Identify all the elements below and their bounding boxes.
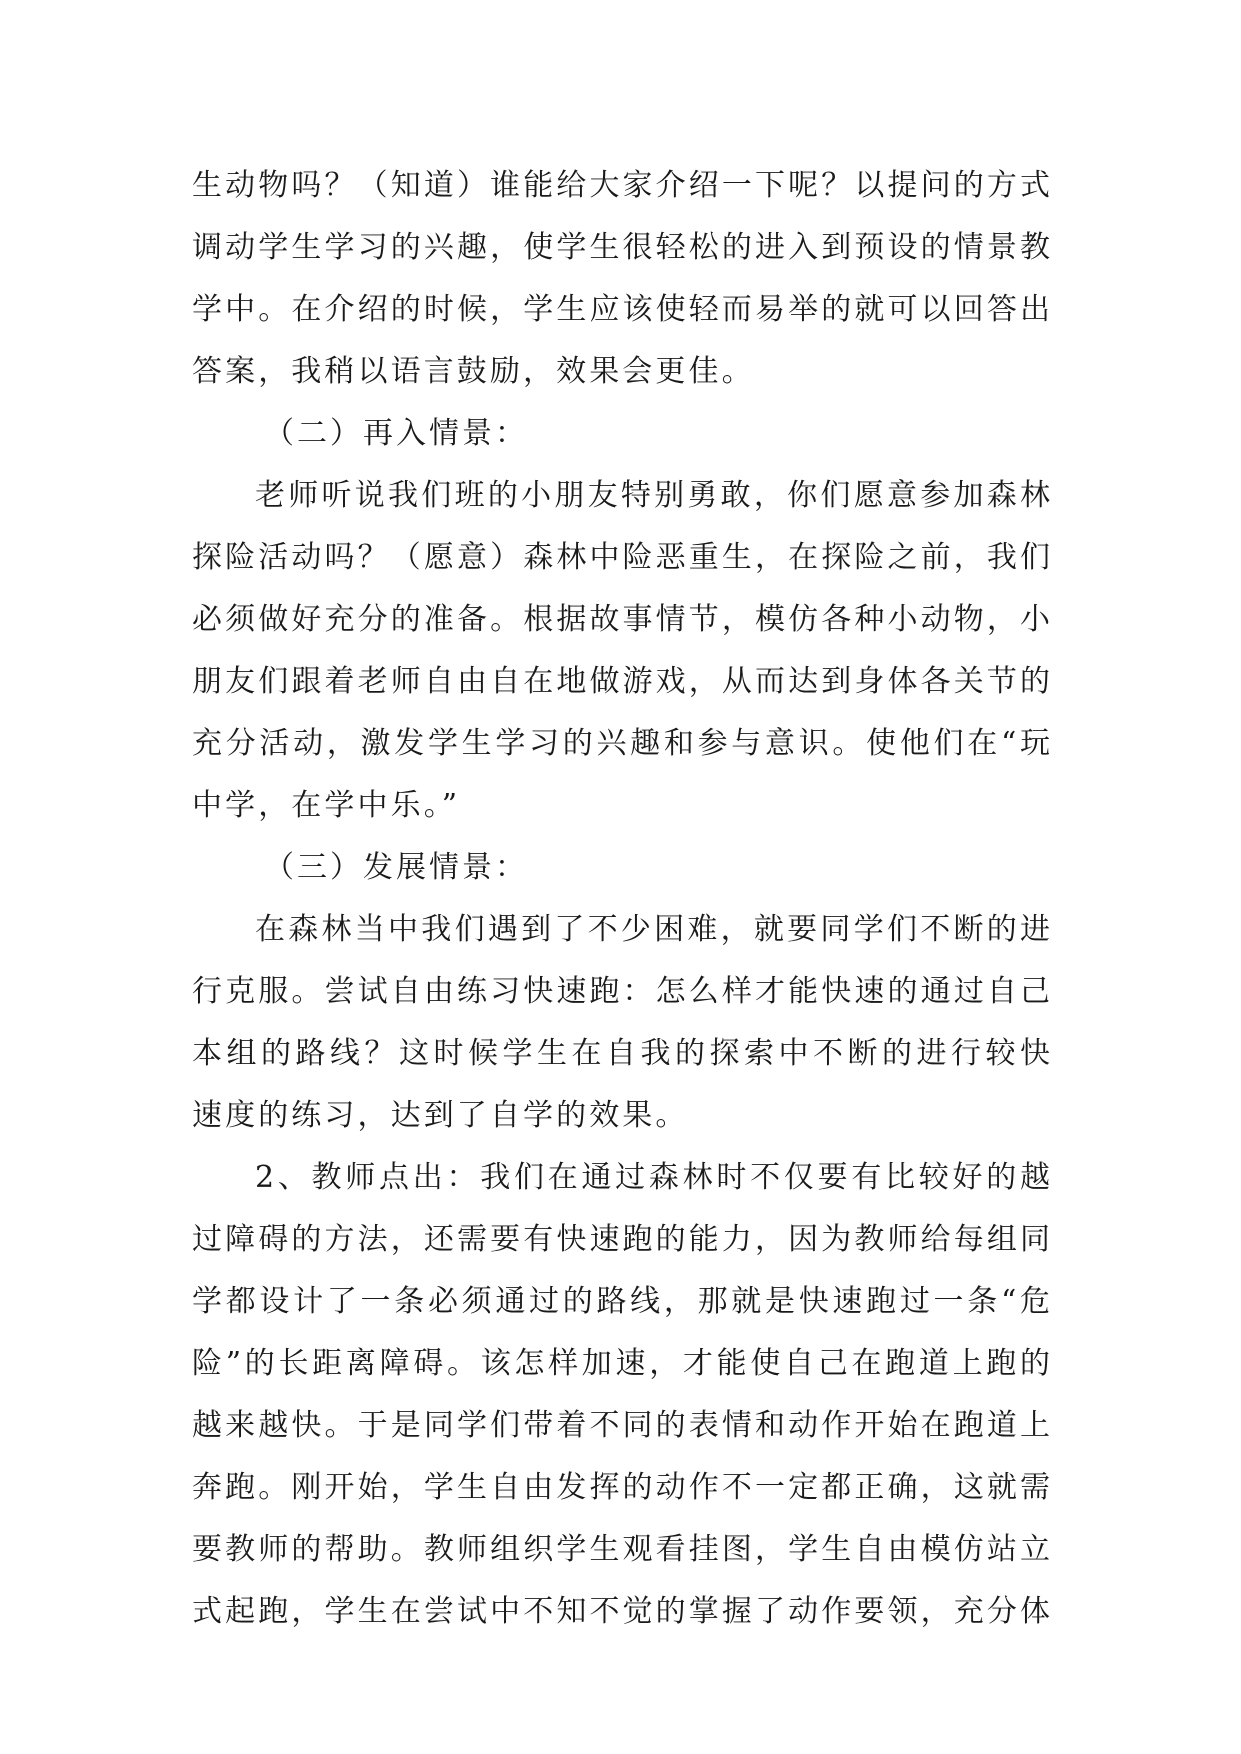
text-line: 中学，在学中乐。” [192, 788, 461, 823]
text-line: 奔跑。刚开始，学生自由发挥的动作不一定都正确，这就需 [192, 1470, 1050, 1505]
section-heading: （二）再入情景： [264, 416, 528, 451]
text-line: 老师听说我们班的小朋友特别勇敢，你们愿意参加森林 [255, 478, 1050, 513]
text-line: 要教师的帮助。教师组织学生观看挂图，学生自由模仿站立 [192, 1532, 1050, 1567]
text-line: 本组的路线？这时候学生在自我的探索中不断的进行较快 [192, 1036, 1050, 1071]
text-line: 朋友们跟着老师自由自在地做游戏，从而达到身体各关节的 [192, 664, 1050, 699]
text-line: 学中。在介绍的时候，学生应该使轻而易举的就可以回答出 [192, 292, 1050, 327]
text-line: 充分活动，激发学生学习的兴趣和参与意识。使他们在“玩 [192, 726, 1050, 761]
text-line: 生动物吗？（知道）谁能给大家介绍一下呢？以提问的方式 [192, 168, 1050, 203]
text-line: 式起跑，学生在尝试中不知不觉的掌握了动作要领，充分体 [192, 1594, 1050, 1629]
text-line: 探险活动吗？（愿意）森林中险恶重生，在探险之前，我们 [192, 540, 1050, 575]
text-line: 速度的练习，达到了自学的效果。 [192, 1098, 689, 1133]
text-line: 学都设计了一条必须通过的路线，那就是快速跑过一条“危 [192, 1284, 1050, 1319]
text-line: 答案，我稍以语言鼓励，效果会更佳。 [192, 354, 755, 389]
text-line: 2、教师点出：我们在通过森林时不仅要有比较好的越 [255, 1160, 1050, 1195]
text-line: 在森林当中我们遇到了不少困难，就要同学们不断的进 [255, 912, 1050, 947]
text-line: 越来越快。于是同学们带着不同的表情和动作开始在跑道上 [192, 1408, 1050, 1443]
text-line: 险”的长距离障碍。该怎样加速，才能使自己在跑道上跑的 [192, 1346, 1050, 1381]
text-line: 必须做好充分的准备。根据故事情节，模仿各种小动物，小 [192, 602, 1050, 637]
text-line: 行克服。尝试自由练习快速跑：怎么样才能快速的通过自己 [192, 974, 1050, 1009]
document-body [192, 155, 1050, 1643]
section-heading: （三）发展情景： [264, 850, 528, 885]
text-line: 过障碍的方法，还需要有快速跑的能力，因为教师给每组同 [192, 1222, 1050, 1257]
text-line: 调动学生学习的兴趣，使学生很轻松的进入到预设的情景教 [192, 230, 1050, 265]
